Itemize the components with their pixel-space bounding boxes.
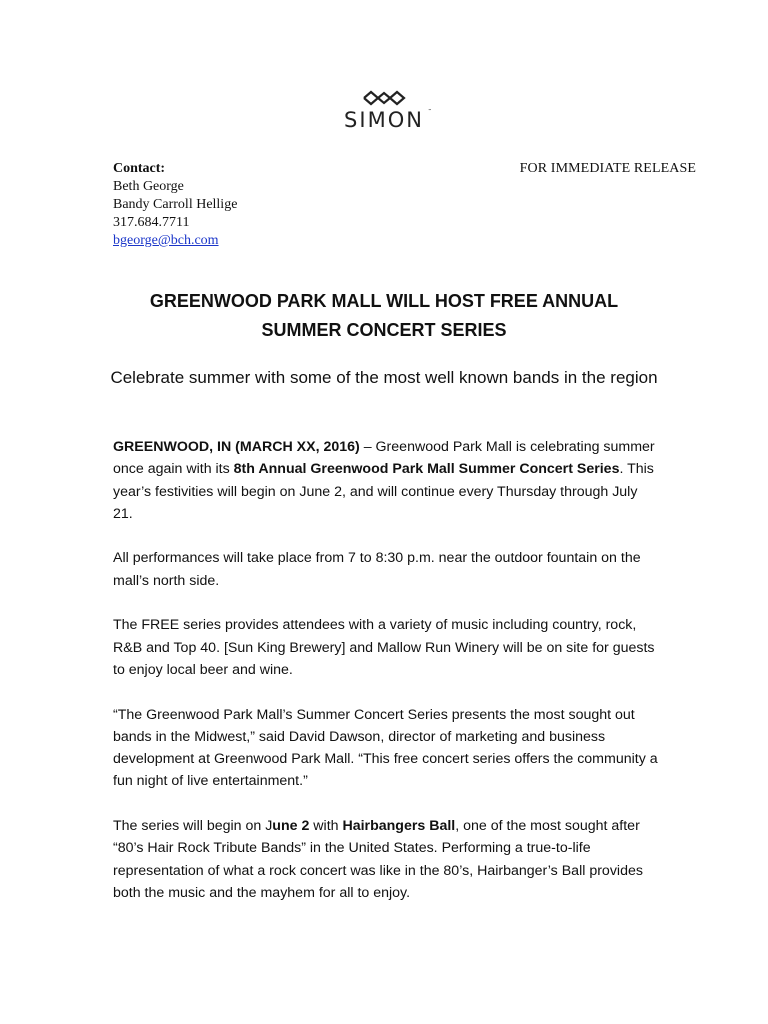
- press-release-subhead: Celebrate summer with some of the most well known bands in the region: [110, 368, 658, 387]
- paragraph-5-text-b: with: [309, 818, 343, 835]
- trademark-symbol: ™: [427, 108, 432, 113]
- simon-wordmark: SIMON ™: [344, 108, 432, 132]
- headline-line-2: SUMMER CONCERT SERIES: [261, 320, 507, 340]
- headline-line-1: GREENWOOD PARK MALL WILL HOST FREE ANNUAL: [149, 291, 619, 311]
- paragraph-5: [113, 815, 658, 904]
- contact-name: Beth George: [113, 179, 184, 194]
- contact-label: Contact:: [113, 161, 166, 176]
- dateline: GREENWOOD, IN (MARCH XX, 2016): [113, 439, 360, 455]
- first-concert-date: une 2: [272, 818, 310, 835]
- series-name: 8th Annual Greenwood Park Mall Summer Concert Series: [233, 461, 620, 478]
- paragraph-3: The FREE series provides attendees with a variety of music including country, rock, R&B and Top 40. [Sun King Brewery] and Mallow Run Winery will be on site for guests to enjoy local beer and wine.: [113, 617, 655, 678]
- paragraph-4: “The Greenwood Park Mall’s Summer Concert Series presents the most sought out bands in the Midwest,” said David Dawson, director of marketing and business development at Greenwood Park Mall. “This free concert series offers the community a fun night of live entertainment.”: [113, 706, 658, 790]
- immediate-release-note: FOR IMMEDIATE RELEASE: [519, 161, 696, 176]
- paragraph-1-text-a: – Greenwood Park Mall is celebrating summer once again with its: [113, 439, 655, 478]
- band-name: Hairbangers Ball: [342, 818, 456, 835]
- paragraph-2: All performances will take place from 7 to 8:30 p.m. near the outdoor fountain on the mall’s north side.: [113, 550, 641, 589]
- contact-agency: Bandy Carroll Hellige: [113, 197, 238, 212]
- paragraph-1: [113, 436, 658, 525]
- simon-infinity-icon: [362, 90, 406, 106]
- contact-block: [113, 160, 237, 250]
- paragraph-1-text-b: . This year’s festivities will begin on June 2, and will continue every Thursday through July 21.: [113, 461, 654, 522]
- contact-phone: 317.684.7711: [113, 215, 190, 230]
- press-release-body: [113, 436, 658, 927]
- paragraph-5-text-a: The series will begin on J: [113, 818, 273, 835]
- paragraph-5-text-c: , one of the most sought after “80’s Hair Rock Tribute Bands” in the United States. Performing a true-to-life representation of what a rock concert was like in the 80’s, Hairbanger’s Ball provides both the music and the mayhem for all to enjoy.: [113, 818, 643, 901]
- contact-email-link[interactable]: bgeorge@bch.com: [113, 233, 219, 248]
- simon-logo: [0, 90, 768, 132]
- press-release-headline: [100, 287, 668, 345]
